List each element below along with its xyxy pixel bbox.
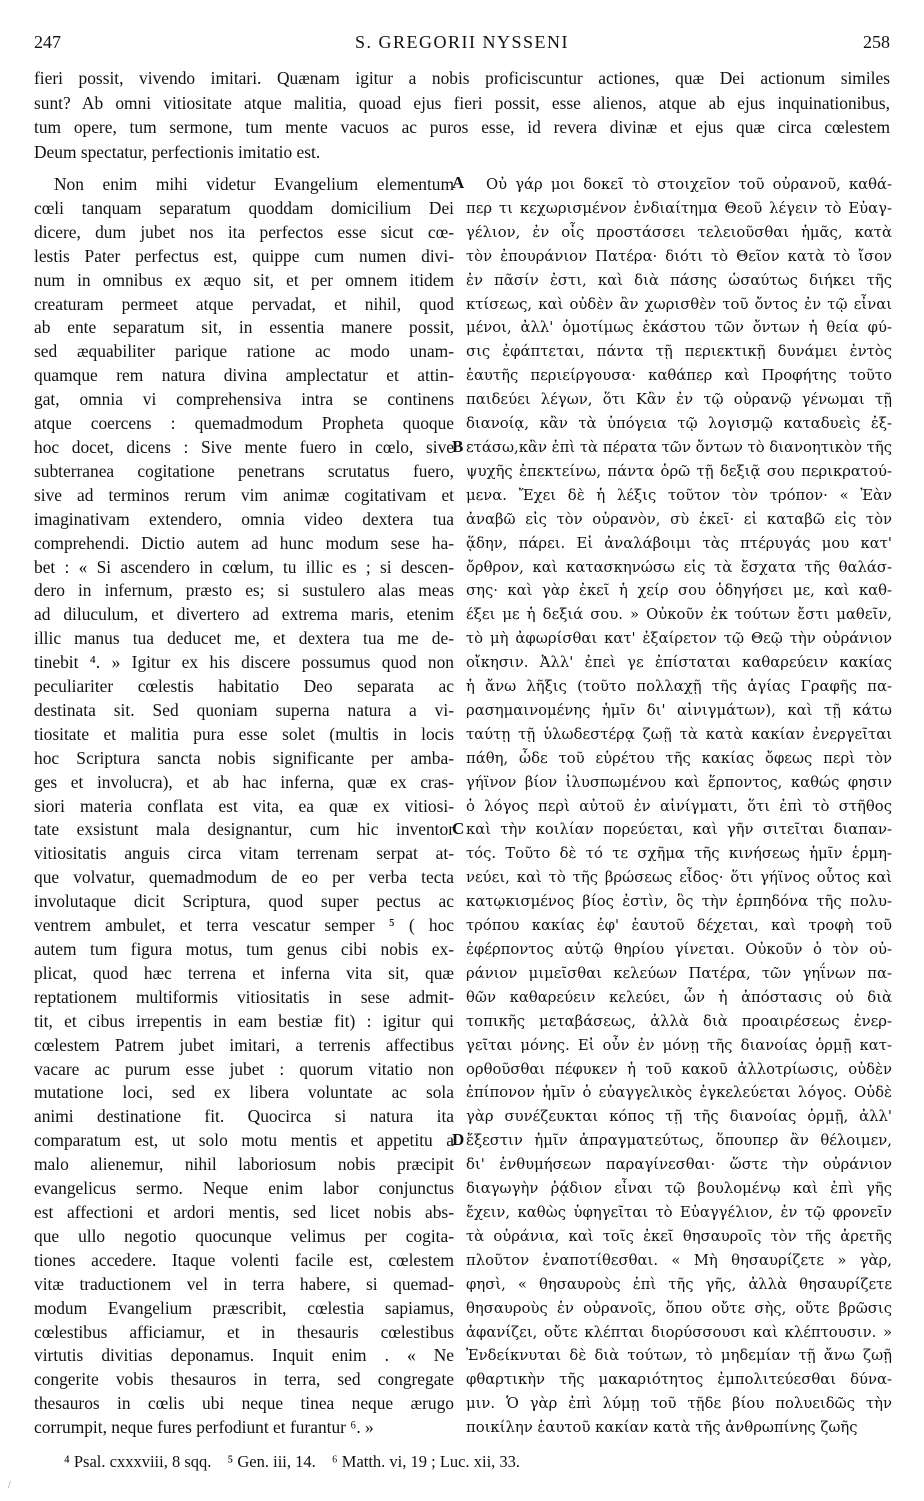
text-line: quamque rem natura divina amplectatur et attin-: [34, 365, 454, 386]
text-line: γήϊνον βίον ἰλυσπωμένου καὶ ἕρποντος, καθώς φησιν: [466, 773, 892, 791]
text-line: sed æquabiliter parique ratione ac modo unam-: [34, 341, 454, 362]
text-line: τοπικῆς μεταβάσεως, ἀλλὰ διὰ προαιρέσεως ἐνερ-: [466, 1012, 892, 1030]
text-line: τρόπου κακίας ἐφ' ἑαυτοῦ δέχεται, καὶ τροφὴ τοῦ: [466, 917, 892, 935]
text-line: vitæ traductionem vel in terra habere, si quemad-: [34, 1273, 454, 1294]
text-line: bet : « Si ascendero in cœlum, tu illic es ; si descen-: [34, 556, 454, 577]
text-line: μενα. Ἔχει δὲ ἡ λέξις τοῦτον τὸν τρόπον· « Ἐὰν: [466, 486, 892, 504]
text-line: ventrem ambulet, et terra vescatur semper ⁵ ( hoc: [34, 915, 454, 936]
section-marker-d: D: [452, 1130, 465, 1149]
text-line: comparatum est, ut solo motu mentis et appetitu a: [34, 1130, 454, 1151]
text-line: illic manus tua deducet me, et dextera tua me de-: [34, 628, 454, 649]
text-line: hoc Scriptura sancta nobis significante per amba-: [34, 747, 454, 768]
intro-paragraph: [34, 66, 890, 164]
text-line: ἔξεστιν ἡμῖν ἀπραγματεύτως, ὅπουπερ ἂν θέλοιμεν,: [466, 1132, 892, 1150]
text-line: σις ἐφάπτεται, πάντα τῇ περιεκτικῇ δυνάμει ἐντὸς: [466, 343, 892, 361]
text-line: dicere, dum jubet nos ita perfectos esse sicut cœ-: [34, 221, 454, 242]
text-line: γεῖται μόνης. Εἰ οὖν ἐν μόνῃ τῆς διανοίας ὁρμῇ κατ-: [466, 1036, 892, 1054]
text-line: vacare ac purum esse jubet : quorum vitatio non: [34, 1058, 454, 1079]
text-line: περ τι κεχωρισμένον ἐνδιαίτημα Θεοῦ λέγειν τὸ Εὐαγ-: [466, 199, 892, 217]
text-line: num in omnibus ex æquo sit, et per omnem itidem: [34, 269, 454, 290]
text-line: tum opere, tum sermone, tum mente vacuos ac puros esse, id revera divinæ et ejus quæ circa cœlestem: [34, 117, 890, 137]
section-marker-a: A: [452, 173, 465, 192]
text-line: lestis Pater perfectus est, quippe cum numen divi-: [34, 245, 454, 266]
text-line: κατῳκισμένος βίος ἐστὶν, ὃς τὴν ἑρπηδόνα τῆς πολυ-: [466, 893, 892, 911]
footnote-6: ⁶ Matth. vi, 19 ; Luc. xii, 33.: [331, 1452, 521, 1471]
text-line: gat, omnia vi comprehensiva intra se continens: [34, 389, 454, 410]
text-line: ad diluculum, et divertero ad extrema maris, etenim: [34, 604, 454, 625]
text-line: siori materia conflata est vita, ea quæ ex vitiosi-: [34, 795, 454, 816]
latin-column: [34, 173, 454, 1440]
text-line: θησαυροὺς ἐν οὐρανοῖς, ὅπου οὔτε σὴς, οὔτε βρῶσις: [466, 1299, 892, 1317]
text-line: γέλιον, ἐν οἷς προστάσσει τελειοῦσθαι ἡμᾶς, κατὰ: [466, 223, 892, 241]
text-line: malo alienemur, nihil laboriosum nobis præcipit: [34, 1154, 454, 1175]
text-line: διανοίᾳ, κἂν τὰ ὑπόγεια τῷ λογισμῷ καταδυεὶς ἐξ-: [466, 415, 892, 433]
text-line: τός. Τοῦτο δὲ τό τε σχῆμα τῆς κινήσεως ἡμῖν ἑρμη-: [466, 845, 892, 863]
text-line: est affectioni et ardori mentis, sed licet nobis abs-: [34, 1201, 454, 1222]
text-line: vitiositatis anguis circa vitam terrenam serpat at-: [34, 843, 454, 864]
text-line: modum Evangelium præscribit, cœlestia sapiamus,: [34, 1297, 454, 1318]
footnotes: [64, 1452, 532, 1472]
text-line: tit, et cibus irrepentis in eam bestiæ fit) : igitur qui: [34, 1010, 454, 1031]
text-line: διαγωγὴν ῥᾴδιον εἶναι τῷ βουλομένῳ καὶ ἐπὶ γῆς: [466, 1180, 892, 1198]
text-line: reptationem multiformis vitiositatis in sese admit-: [34, 986, 454, 1007]
page-number-left: 247: [34, 32, 61, 52]
text-line: ἀναβῶ εἰς τὸν οὐρανὸν, σὺ ἐκεῖ· εἰ καταβῶ εἰς τὸν: [466, 510, 892, 528]
text-line: κτίσεως, καὶ οὐδὲν ἂν χωρισθὲν τοῦ ὄντος ἐν τῷ εἶναι: [466, 295, 892, 313]
text-line: dero in infernum, præsto es; si sustulero alas meas: [34, 580, 454, 601]
text-line: fieri possit, vivendo imitari. Quænam igitur a nobis proficiscuntur actiones, quæ Dei actionum similes: [34, 68, 890, 88]
text-line: έξει με ἡ δεξιά σου. » Οὐκοῦν ἐκ τούτων ἔστι μαθεῖν,: [466, 606, 892, 624]
text-line: animi destinatione fit. Quocirca si natura ita: [34, 1106, 454, 1127]
text-line: corrumpit, neque fures perfodiunt et furantur ⁶. »: [34, 1417, 374, 1438]
text-line: tinebit ⁴. » Igitur ex his discere possumus quod non: [34, 652, 454, 673]
text-line: σης· καὶ γὰρ ἐκεῖ ἡ χείρ σου ὁδηγήσει με, καὶ καθ-: [466, 582, 892, 600]
text-line: φησὶ, « θησαυροὺς ἐπὶ τῆς γῆς, ἀλλὰ θησαυρίζετε: [466, 1275, 892, 1293]
footnote-5: ⁵ Gen. iii, 14.: [227, 1452, 316, 1471]
text-line: mutatione loci, sed ex libera voluntate ac sola: [34, 1082, 454, 1103]
text-line: involutaque dicit Scriptura, quod super pectus ac: [34, 891, 454, 912]
text-line: νεύει, καὶ τὸ τῆς βρώσεως εἶδος· ὅτι γήϊνος οὗτος καὶ: [466, 869, 892, 887]
footnote-4: ⁴ Psal. cxxxviii, 8 sqq.: [64, 1452, 212, 1471]
text-line: ἀφανίζει, οὔτε κλέπται διορύσσουσι καὶ κλέπτουσιν. »: [466, 1323, 892, 1341]
text-line: ποικίλην ἑαυτοῦ κακίαν κατὰ τῆς ἀνθρωπίνης ζωῆς: [466, 1419, 858, 1437]
text-line: Ἐνδείκνυται δὲ διὰ τούτων, τὸ μηδεμίαν τῇ ἄνω ζωῇ: [466, 1347, 892, 1365]
text-line: cœli tanquam separatum quoddam domicilium Dei: [34, 197, 454, 218]
text-line: subterranea cogitatione penetrans scrutatus fuero,: [34, 460, 454, 481]
text-line: tiones accedere. Itaque volenti facile est, cœlestem: [34, 1249, 454, 1270]
text-line: ἡ ἄνω λῆξις (τοῦτο πολλαχῇ τῆς ἁγίας Γραφῆς πα-: [466, 678, 892, 696]
text-line: cœlestem Patrem jubet imitari, a terrenis affectibus: [34, 1034, 454, 1055]
text-line: οἴκησιν. Ἀλλ' ἐπεὶ γε ἐπίσταται καθαρεύειν κακίας: [466, 654, 892, 672]
text-line: ἐν πᾶσίν ἐστι, καὶ διὰ πάσης ὡσαύτως διήκει τῆς: [466, 271, 892, 289]
page-number-right: 258: [863, 32, 890, 52]
text-line: congerite vobis thesauros in terra, sed congregate: [34, 1369, 454, 1390]
text-line: peculiariter cœlestis habitatio Deo separata ac: [34, 676, 454, 697]
text-line: creaturam permeet atque pervadat, et nihil, quod: [34, 293, 454, 314]
section-marker-b: B: [452, 437, 464, 456]
text-line: imaginativam extendero, omnia video dextera tua: [34, 508, 454, 529]
text-line: τὸν ἐπουράνιον Πατέρα· διότι τὸ Θεῖον κατὰ τὸ ἴσον: [466, 247, 892, 265]
text-line: virtutis divitias deponamus. Inquit enim . « Ne: [34, 1345, 454, 1366]
text-line: que volvatur, quemadmodum de eo per verba tecta: [34, 867, 454, 888]
text-line: Non enim mihi videtur Evangelium elementum: [54, 174, 454, 194]
text-line: παιδεύει λέγων, ὅτι Κἂν ἐν τῷ οὐρανῷ γένωμαι τῇ: [466, 391, 892, 409]
text-line: plicat, quod hæc terrena et inferna vita sit, quæ: [34, 962, 454, 983]
text-line: autem tum figura motus, tum genus cibi nobis ex-: [34, 939, 454, 959]
text-line: sunt? Ab omni vitiositate atque malitia, quoad ejus fieri possit, esse alienos, atque ab ejus inquinationibus,: [34, 92, 890, 113]
text-line: ταύτῃ τῇ ὑλωδεστέρᾳ ζωῇ τὰ κατὰ κακίαν ἐνεργεῖται: [466, 725, 892, 743]
text-line: μιν. Ὁ γὰρ ἐπὶ λύμῃ τοῦ τῇδε βίου πολυειδῶς τὴν: [466, 1395, 892, 1413]
text-line: καὶ τὴν κοιλίαν πορεύεται, καὶ γῆν σιτεῖται διαπαν-: [466, 821, 892, 839]
text-line: θῶν καθαρεύειν κελεύει, ὧν ἡ ἀπόστασις οὐ διὰ: [466, 988, 892, 1006]
text-line: δι' ἐνθυμήσεων παραγίνεσθαι· ὥστε τὴν οὐράνιον: [466, 1156, 892, 1174]
text-line: ὄρθρον, καὶ κατασκηνώσω εἰς τὰ ἔσχατα τῆς θαλάσ-: [466, 558, 892, 576]
text-line: πάθη, ὧδε τοῦ εὑρέτου τῆς κακίας ὄφεως περὶ τὸν: [466, 749, 892, 767]
section-marker-c: C: [452, 819, 465, 838]
text-line: ἑαυτῆς περιείργουσα· καθάπερ καὶ Προφήτης τοῦτο: [466, 367, 892, 385]
text-line: τὸ μὴ ἀφωρίσθαι κατ' ἐξαίρετον τῷ Θεῷ τὴν οὐράνιον: [466, 630, 892, 648]
running-header: [34, 32, 890, 58]
text-line: ορθοῦσθαι πέφυκεν ἡ τοῦ κακοῦ ἀλλοτρίωσις, οὐδὲν: [466, 1060, 892, 1078]
text-line: ρασημαινομένης ἡμῖν δι' αἰνιγμάτων), καὶ τῇ κάτω: [466, 701, 892, 719]
text-line: ἐφέρποντος αὐτῷ θηρίου γίνεται. Οὐκοῦν ὁ τὸν οὐ-: [466, 941, 892, 958]
text-line: ψυχῆς ἐπεκτείνω, πάντα ὁρῶ τῇ δεξιᾷ σου περικρατού-: [466, 462, 892, 480]
text-line: Οὐ γάρ μοι δοκεῖ τὸ στοιχεῖον τοῦ οὐρανοῦ, καθά-: [486, 176, 892, 193]
text-line: φθαρτικὴν τῆς μακαριότητος ἐμπολιτεύεσθαι δύνα-: [466, 1371, 892, 1389]
text-line: cœlestibus afficiamur, et in thesauris cœlestibus: [34, 1321, 454, 1342]
text-line: τὰ οὐράνια, καὶ τοῖς ἐκεῖ θησαυροῖς τὸν τῆς ἀρετῆς: [466, 1227, 892, 1245]
text-line: sive ad terminos rerum vim animæ cogitativam et: [34, 484, 454, 505]
text-line: γὰρ συνέζευκται κόπος τῇ τῆς διανοίας ὁρμῇ, ἀλλ': [466, 1108, 892, 1126]
text-line: ετάσω,κἂν ἐπὶ τὰ πέρατα τῶν ὄντων τὸ διανοητικὸν τῆς: [466, 438, 892, 456]
text-line: μένοι, ἀλλ' ὁμοτίμως ἑκάστου τῶν ὄντων ἡ θεία φύ-: [466, 319, 892, 337]
text-line: tiositate et malitia pura esse solet (multis in locis: [34, 723, 454, 744]
text-line: ᾅδην, πάρει. Εἰ ἀναλάβοιμι τὰς πτέρυγάς μου κατ': [466, 534, 892, 552]
text-line: ἐπίπονον ἡμῖν ὁ εὐαγγελικὸς ἐγκελεύεται λόγος. Οὐδὲ: [466, 1084, 892, 1102]
text-line: thesauros in cœlis ubi neque tinea neque ærugo: [34, 1393, 454, 1414]
text-line: tate exsistunt mala designantur, cum hic inventor: [34, 819, 454, 840]
text-line: evangelicus sermo. Neque enim labor conjunctus: [34, 1178, 454, 1199]
text-line: atque coercens : quemadmodum Propheta quoque: [34, 413, 454, 434]
text-line: πλοῦτον ἐναποτίθεσθαι. « Μὴ θησαυρίζετε » γὰρ,: [466, 1251, 892, 1269]
text-line: ὁ λόγος περὶ αὐτοῦ ἐν αἰνίγματι, ὅτι ἐπὶ τὸ στῆθος: [466, 797, 892, 815]
running-title: S. GREGORII NYSSENI: [354, 32, 569, 52]
text-line: ges et involucra), et ab hac inferna, quæ ex cras-: [34, 771, 454, 792]
text-line: hoc docet, dicens : Sive mente fuero in cœlo, sive: [34, 436, 454, 457]
text-line: destinata sit. Sed quoniam superna natura a vi-: [34, 699, 454, 720]
text-line: comprehendi. Dictio autem ad hunc modum sese ha-: [34, 532, 454, 553]
text-line: ράνιον μιμεῖσθαι κελεύων Πατέρα, τῶν γηΐνων πα-: [466, 964, 892, 982]
page-speck: /: [8, 1480, 11, 1491]
text-line: ab ente separatum sit, in essentia manere possit,: [34, 317, 454, 338]
greek-column: [466, 173, 892, 1440]
text-line: Deum spectatur, perfectionis imitatio est.: [34, 141, 321, 162]
text-line: que ullo negotio quocunque velimus per cogita-: [34, 1225, 454, 1246]
text-line: ἔχειν, καθὼς ὑφηγεῖται τὸ Εὐαγγέλιον, ἐν τῷ φρονεῖν: [466, 1203, 892, 1221]
